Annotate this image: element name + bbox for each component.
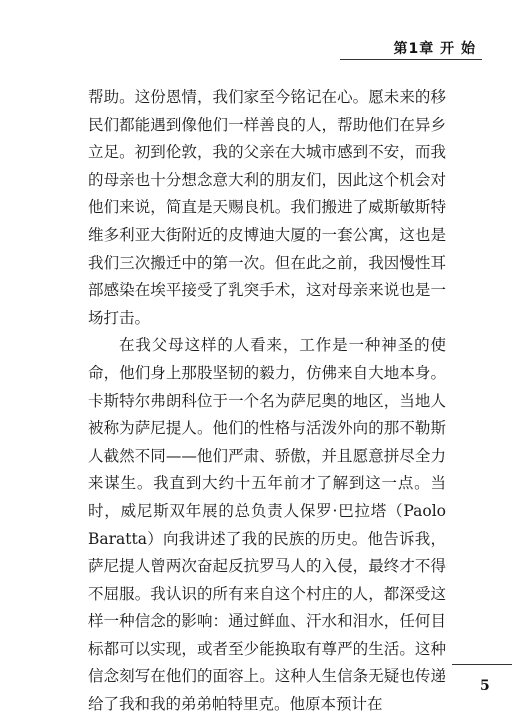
footer-rule [452, 664, 512, 665]
paragraph-continued: 帮助。这份恩情，我们家至今铭记在心。愿未来的移民们都能遇到像他们一样善良的人，帮助他们在异乡立足。初到伦敦，我的父亲在大城市感到不安，而我的母亲也十分想念意大利的朋友们，因此这个机会对他们来说，简直是天赐良机。我们搬进了威斯敏斯特维多利亚大街附近的皮博迪大厦的一套公寓，这也是我们三次搬迁中的第一次。但在此之前，我因慢性耳部感染在埃平接受了乳突手术，这对母亲来说也是一场打击。 [88, 88, 446, 327]
body-text [88, 84, 446, 719]
paragraph-work-ethic: 在我父母这样的人看来，工作是一种神圣的使命，他们身上那股坚韧的毅力，仿佛来自大地本身。卡斯特尔弗朗科位于一个名为萨尼奥的地区，当地人被称为萨尼提人。他们的性格与活泼外向的那不勒斯人截然不同——他们严肃、骄傲，并且愿意拼尽全力来谋生。我直到大约十五年前才了解到这一点。当时，威尼斯双年展的总负责人保罗·巴拉塔（Paolo Baratta）向我讲述了我的民族的历史。他告诉我，萨尼提人曾两次奋起反抗罗马人的入侵，最终才不得不屈服。我认识的所有来自这个村庄的人，都深受这样一种信念的影响：通过鲜血、汗水和泪水，任何目标都可以实现，或者至少能换取有尊严的生活。这种信念刻写在他们的面容上。这种人生信条无疑也传递给了我和我的弟弟帕特里克。他原本预计在 [88, 336, 446, 714]
page-number: 5 [480, 678, 490, 694]
running-header: 第1章 开 始 [393, 41, 476, 57]
header-rule [340, 59, 482, 60]
